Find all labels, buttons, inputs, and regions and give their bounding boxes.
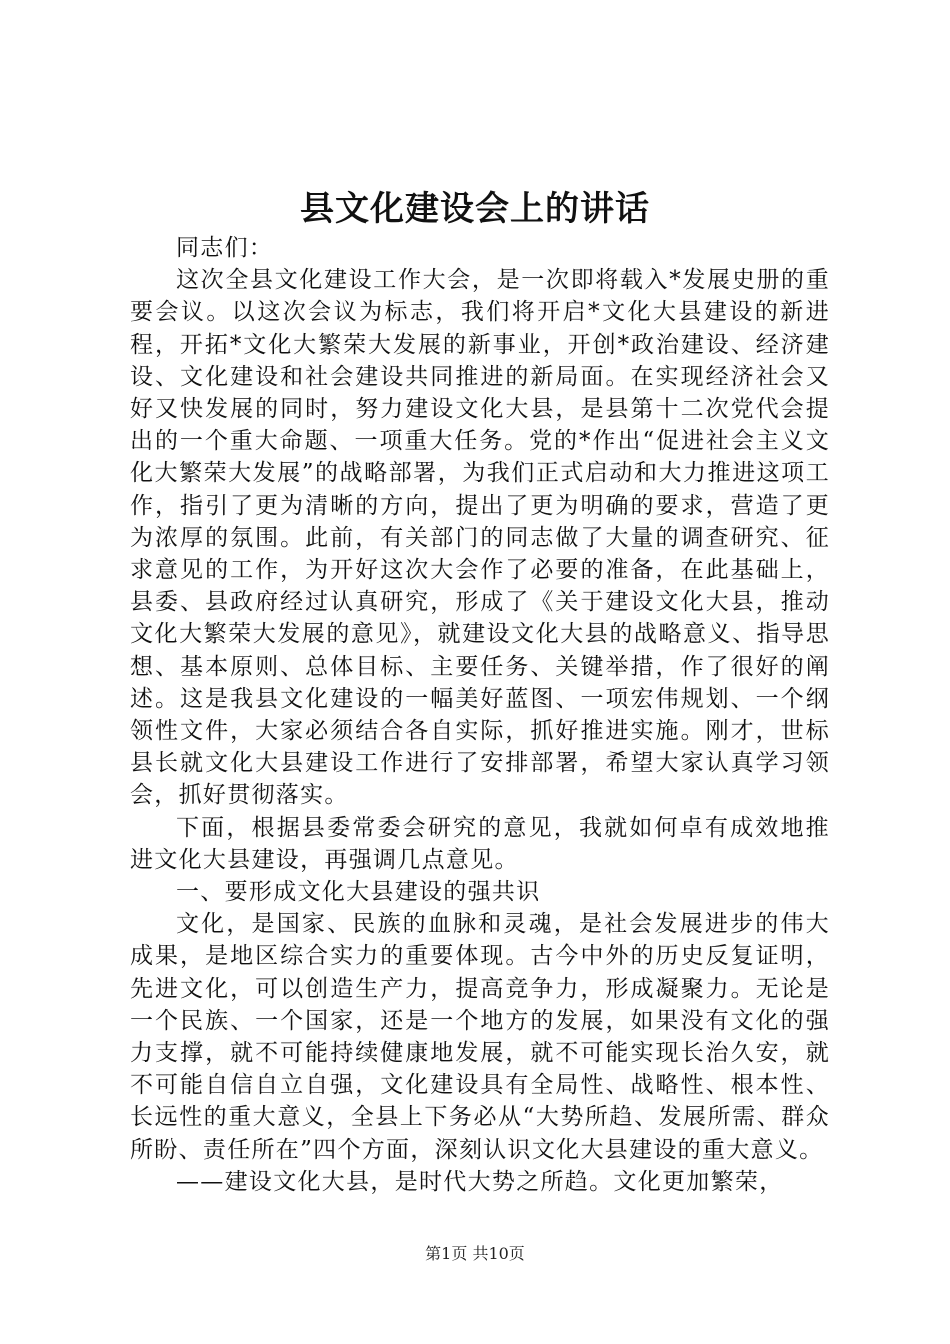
document-title: 县文化建设会上的讲话 bbox=[300, 189, 650, 229]
document-body bbox=[130, 232, 830, 1198]
paragraph: 文化，是国家、民族的血脉和灵魂，是社会发展进步的伟大成果，是地区综合实力的重要体现。古今中外的历史反复证明，先进文化，可以创造生产力，提高竞争力，形成凝聚力。无论是一个民族、一个国家，还是一个地方的发展，如果没有文化的强力支撑，就不可能持续健康地发展，就不可能实现长治久安，就不可能自信自立自强，文化建设具有全局性、战略性、根本性、长远性的重大意义，全县上下务必从“大势所趋、发展所需、群众所盼、责任所在”四个方面，深刻认识文化大县建设的重大意义。 bbox=[130, 911, 830, 1163]
salutation: 同志们： bbox=[176, 235, 274, 261]
section-heading: 一、要形成文化大县建设的强共识 bbox=[176, 879, 541, 906]
paragraph: 这次全县文化建设工作大会，是一次即将载入*发展史册的重要会议。以这次会议为标志，我们将开启*文化大县建设的新进程，开拓*文化大繁荣大发展的新事业，开创*政治建设、经济建设、文化建设和社会建设共同推进的新局面。在实现经济社会又好又快发展的同时，努力建设文化大县，是县第十二次党代会提出的一个重大命题、一项重大任务。党的*作出“促进社会主义文化大繁荣大发展”的战略部署，为我们正式启动和大力推进这项工作，指引了更为清晰的方向，提出了更为明确的要求，营造了更为浓厚的氛围。此前，有关部门的同志做了大量的调查研究、征求意见的工作，为开好这次大会作了必要的准备，在此基础上，县委、县政府经过认真研究，形成了《关于建设文化大县，推动文化大繁荣大发展的意见》，就建设文化大县的战略意义、指导思想、基本原则、总体目标、主要任务、关键举措，作了很好的阐述。这是我县文化建设的一幅美好蓝图、一项宏伟规划、一个纲领性文件，大家必须结合各自实际，抓好推进实施。刚才，世标县长就文化大县建设工作进行了安排部署，希望大家认真学习领会，抓好贯彻落实。 bbox=[130, 267, 830, 809]
paragraph: ——建设文化大县，是时代大势之所趋。文化更加繁荣， bbox=[176, 1168, 784, 1195]
paragraph: 下面，根据县委常委会研究的意见，我就如何卓有成效地推进文化大县建设，再强调几点意见。 bbox=[130, 814, 830, 873]
page-footer: 第1页 共10页 bbox=[425, 1244, 525, 1263]
